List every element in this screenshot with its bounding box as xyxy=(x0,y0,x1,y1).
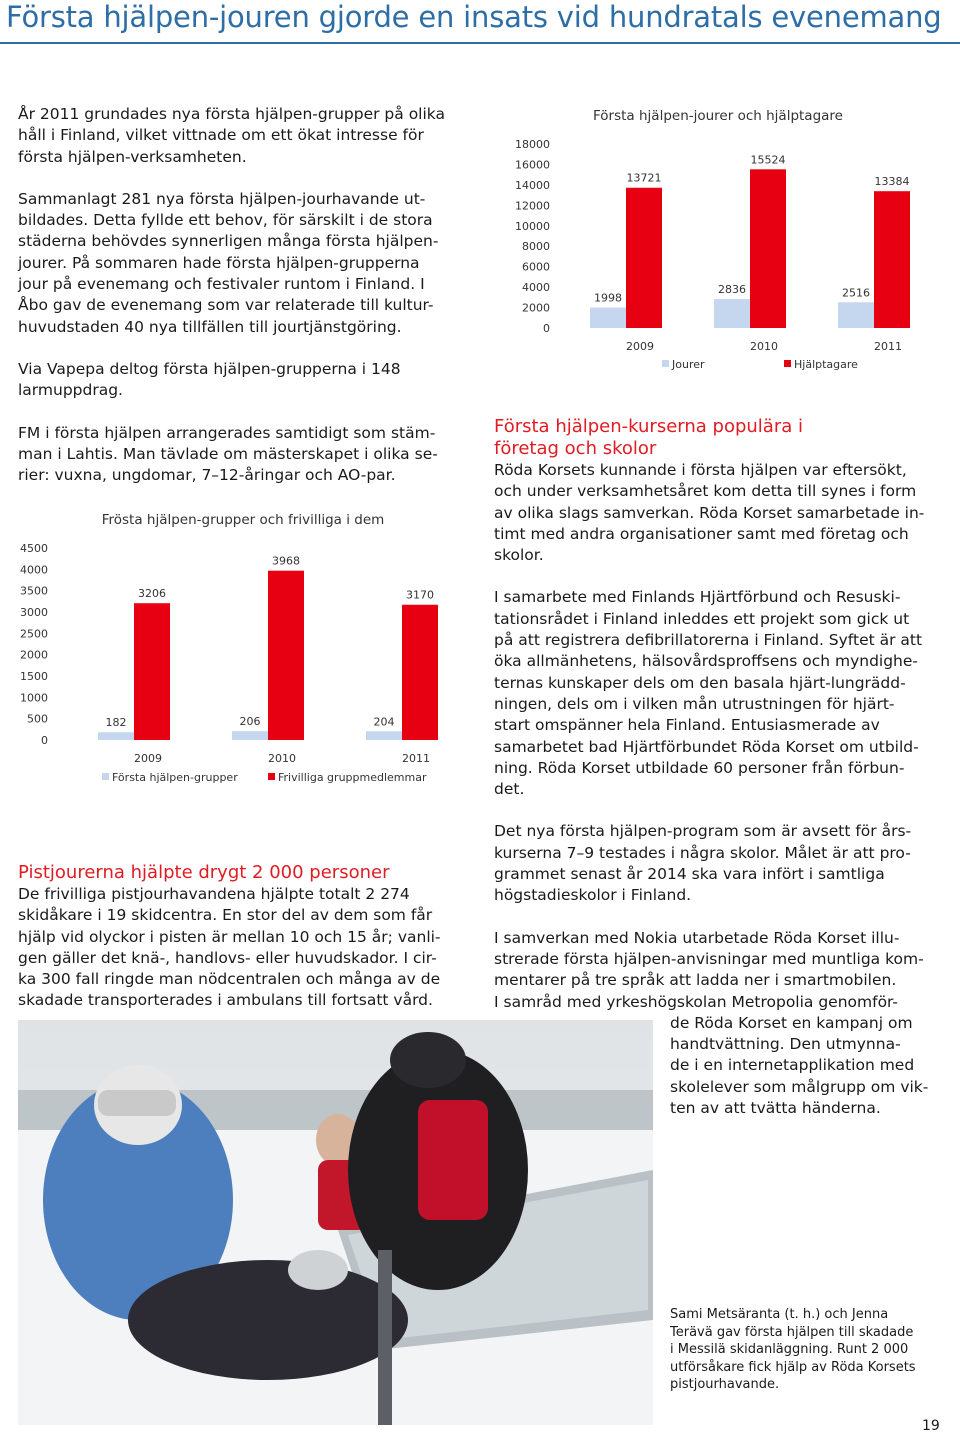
caption-line: pistjourhavande. xyxy=(670,1377,780,1392)
text-line: Det nya första hjälpen-program som är avsett för års- xyxy=(494,822,912,841)
text-line: öka allmänhetens, hälsovårdsproffsens och myndighe- xyxy=(494,652,919,671)
y-tick-label: 0 xyxy=(543,322,550,335)
x-tick-label: 2011 xyxy=(874,340,902,353)
pist-heading: Pistjourerna hjälpte drygt 2 000 personer xyxy=(18,862,390,883)
text-line: ning. Röda Korset utbildade 60 personer från förbun- xyxy=(494,758,905,777)
y-tick-label: 6000 xyxy=(522,260,550,274)
training-paragraph xyxy=(18,189,468,338)
legend-swatch xyxy=(784,360,791,367)
courses-heading xyxy=(494,416,954,460)
text-line: gen gäller det knä-, handlovs- eller huvudskador. I cir- xyxy=(18,948,437,967)
text-line: man i Lahtis. Man tävlade om mästerskapet i olika se- xyxy=(18,444,438,463)
text-line: ternas kunskaper dels om den basala hjärt-lungrädd- xyxy=(494,673,906,692)
text-line: skadade transporterades i ambulans till fortsatt vård. xyxy=(18,991,433,1010)
photo-caption xyxy=(670,1306,950,1394)
y-tick-label: 10000 xyxy=(515,219,550,233)
text-line: städerna behövdes synnerligen många första hjälpen- xyxy=(18,232,439,251)
text-line: samarbetet bad Hjärtförbundet Röda Korset om utbild- xyxy=(494,737,919,756)
text-line: handtvättning. Den utmynna- xyxy=(670,1035,901,1054)
y-tick-label: 2000 xyxy=(20,648,48,662)
text-line: I samråd med yrkeshögskolan Metropolia genomför- xyxy=(494,992,899,1011)
x-tick-label: 2011 xyxy=(402,752,430,765)
legend-label: Första hjälpen-grupper xyxy=(112,771,238,784)
text-line: bildades. Detta fyllde ett behov, för särskilt i de stora xyxy=(18,211,433,230)
text-line: jour på evenemang och festivaler runtom i Finland. I xyxy=(18,275,425,294)
y-tick-label: 4500 xyxy=(20,542,48,555)
text-line: larmuppdrag. xyxy=(18,381,123,400)
text-line: de Röda Korset en kampanj om xyxy=(670,1013,913,1032)
caption-line: Terävä gav första hjälpen till skadade xyxy=(670,1324,914,1340)
data-label: 3206 xyxy=(138,587,166,601)
data-label: 2516 xyxy=(842,286,870,300)
bar-hjälptagare-2010 xyxy=(750,169,786,328)
legend-swatch xyxy=(662,360,669,367)
text-line: start omspänner hela Finland. Entusiasmerade av xyxy=(494,716,880,735)
courses-paragraph xyxy=(494,460,954,566)
text-line: I samarbete med Finlands Hjärtförbund och Resuski- xyxy=(494,588,901,607)
text-line: huvudstaden 40 nya tillfällen till jourtjänstgöring. xyxy=(18,317,402,336)
text-line: håll i Finland, vilket vittnade om ett ökat intresse för xyxy=(18,126,424,145)
ski-rescue-photo xyxy=(18,1020,653,1425)
y-tick-label: 12000 xyxy=(515,199,550,213)
groups-volunteers-chart xyxy=(18,500,458,800)
bar-första-hjälpen-grupper-2010 xyxy=(232,731,268,740)
text-line: De frivilliga pistjourhavandena hjälpte totalt 2 274 xyxy=(18,885,410,903)
bar-hjälptagare-2011 xyxy=(874,191,910,328)
title-divider xyxy=(0,42,960,44)
bar-frivilliga-gruppmedlemmar-2011 xyxy=(402,605,438,740)
left-column xyxy=(18,104,468,486)
legend-label: Frivilliga gruppmedlemmar xyxy=(278,771,427,784)
data-label: 204 xyxy=(373,715,395,729)
data-label: 13721 xyxy=(626,171,662,185)
y-tick-label: 18000 xyxy=(515,138,550,151)
y-tick-label: 1000 xyxy=(20,691,48,705)
bar-frivilliga-gruppmedlemmar-2009 xyxy=(134,603,170,740)
text-line: första hjälpen-verksamheten. xyxy=(18,147,247,166)
text-line: högstadieskolor i Finland. xyxy=(494,886,692,905)
text-line: Sammanlagt 281 nya första hjälpen-jourhavande ut- xyxy=(18,189,426,208)
text-line: kurserna 7–9 testades i några skolor. Målet är att pro- xyxy=(494,843,911,862)
data-label: 3968 xyxy=(272,554,300,568)
x-tick-label: 2010 xyxy=(268,752,296,765)
y-tick-label: 0 xyxy=(41,734,48,747)
caption-line: utförsåkare fick hjälp av Röda Korsets xyxy=(670,1359,916,1375)
intro-paragraph xyxy=(18,104,468,168)
text-line: FM i första hjälpen arrangerades samtidigt som stäm- xyxy=(18,423,436,442)
page-title: Första hjälpen-jouren gjorde en insats vid hundratals evenemang xyxy=(6,0,942,34)
caption-line: i Messilä skidanläggning. Runt 2 000 xyxy=(670,1342,909,1357)
data-label: 2836 xyxy=(718,283,746,297)
y-tick-label: 8000 xyxy=(522,240,550,254)
bar-första-hjälpen-grupper-2011 xyxy=(366,731,402,740)
text-line: Åbo gav de evenemang som var relaterade till kultur- xyxy=(18,296,434,315)
chart-title: Frösta hjälpen-grupper och frivilliga i dem xyxy=(101,512,385,528)
duty-helpers-chart xyxy=(494,100,954,380)
y-tick-label: 3500 xyxy=(20,584,48,598)
legend-label: Jourer xyxy=(672,358,705,371)
data-label: 3170 xyxy=(406,588,434,602)
photo-illustration xyxy=(18,1020,653,1425)
y-tick-label: 2000 xyxy=(522,301,550,315)
bar-jourer-2011 xyxy=(838,302,874,328)
text-line: jourer. På sommaren hade första hjälpen-grupperna xyxy=(18,253,420,272)
bar-jourer-2010 xyxy=(714,299,750,328)
text-line: hjälp vid olyckor i pisten är mellan 10 och 15 år; vanli- xyxy=(18,927,441,946)
y-tick-label: 3000 xyxy=(20,606,48,619)
y-tick-label: 4000 xyxy=(522,281,550,295)
y-tick-label: 1500 xyxy=(20,670,48,683)
heading-line: företag och skolor xyxy=(494,438,657,459)
text-line: rier: vuxna, ungdomar, 7–12-åringar och AO-par. xyxy=(18,466,396,485)
legend-swatch xyxy=(268,773,275,780)
text-line: Via Vapepa deltog första hjälpen-grupperna i 148 xyxy=(18,359,401,378)
x-tick-label: 2010 xyxy=(750,340,778,353)
heading-line: Första hjälpen-kurserna populära i xyxy=(494,416,803,437)
text-line: Röda Korsets kunnande i första hjälpen var eftersökt, xyxy=(494,461,907,479)
text-line: I samverkan med Nokia utarbetade Röda Korset illu- xyxy=(494,928,900,947)
chart-title: Första hjälpen-jourer och hjälptagare xyxy=(593,108,843,124)
bar-hjälptagare-2009 xyxy=(626,188,662,328)
text-line: timt med andra organisationer samt med företag och xyxy=(494,524,909,543)
defibrillator-paragraph xyxy=(494,587,954,800)
pist-paragraph xyxy=(18,884,468,1012)
right-column xyxy=(494,416,954,1119)
pist-section xyxy=(18,862,468,1012)
y-tick-label: 500 xyxy=(27,712,48,726)
bar-första-hjälpen-grupper-2009 xyxy=(98,732,134,740)
x-tick-label: 2009 xyxy=(626,340,654,353)
data-label: 206 xyxy=(239,715,261,729)
bar-jourer-2009 xyxy=(590,308,626,328)
y-tick-label: 4000 xyxy=(20,563,48,577)
school-program-paragraph xyxy=(494,821,954,906)
legend-label: Hjälptagare xyxy=(794,358,858,371)
y-tick-label: 16000 xyxy=(515,158,550,172)
text-line: grammet senast år 2014 ska vara infört i samtliga xyxy=(494,865,885,884)
data-label: 13384 xyxy=(874,175,910,189)
text-line: tationsrådet i Finland inleddes ett projekt som gick ut xyxy=(494,609,910,628)
y-tick-label: 2500 xyxy=(20,627,48,641)
text-line: de i en internetapplikation med xyxy=(670,1056,915,1075)
text-line: År 2011 grundades nya första hjälpen-grupper på olika xyxy=(18,105,445,123)
legend-swatch xyxy=(102,773,109,780)
text-line: ningen, dels om i vilken mån utrustningen för hjärt- xyxy=(494,694,895,713)
text-line: skidåkare i 19 skidcentra. En stor del av dem som får xyxy=(18,906,433,925)
vapepa-paragraph xyxy=(18,359,468,402)
text-line: mentarer på tre språk att ladda ner i smartmobilen. xyxy=(494,971,897,990)
text-line: det. xyxy=(494,780,525,799)
fm-paragraph xyxy=(18,423,468,487)
text-line: ten av att tvätta händerna. xyxy=(670,1099,881,1118)
data-label: 182 xyxy=(105,716,127,730)
x-tick-label: 2009 xyxy=(134,752,162,765)
text-line: av olika slags samverkan. Röda Korset samarbetade in- xyxy=(494,503,925,522)
text-line: skolor. xyxy=(494,546,544,565)
data-label: 15524 xyxy=(750,153,786,167)
text-line: och under verksamhetsåret kom detta till synes i form xyxy=(494,482,917,501)
y-tick-label: 14000 xyxy=(515,178,550,192)
page-number: 19 xyxy=(922,1418,940,1434)
text-line: strerade första hjälpen-anvisningar med muntliga kom- xyxy=(494,949,924,968)
data-label: 1998 xyxy=(594,291,622,305)
text-line: skolelever som målgrupp om vik- xyxy=(670,1077,929,1096)
bar-frivilliga-gruppmedlemmar-2010 xyxy=(268,571,304,740)
text-line: ka 300 fall ringde man nödcentralen och många av de xyxy=(18,970,441,989)
caption-line: Sami Metsäranta (t. h.) och Jenna xyxy=(670,1307,889,1322)
text-line: på att registrera defibrillatorerna i Finland. Syftet är att xyxy=(494,631,923,650)
